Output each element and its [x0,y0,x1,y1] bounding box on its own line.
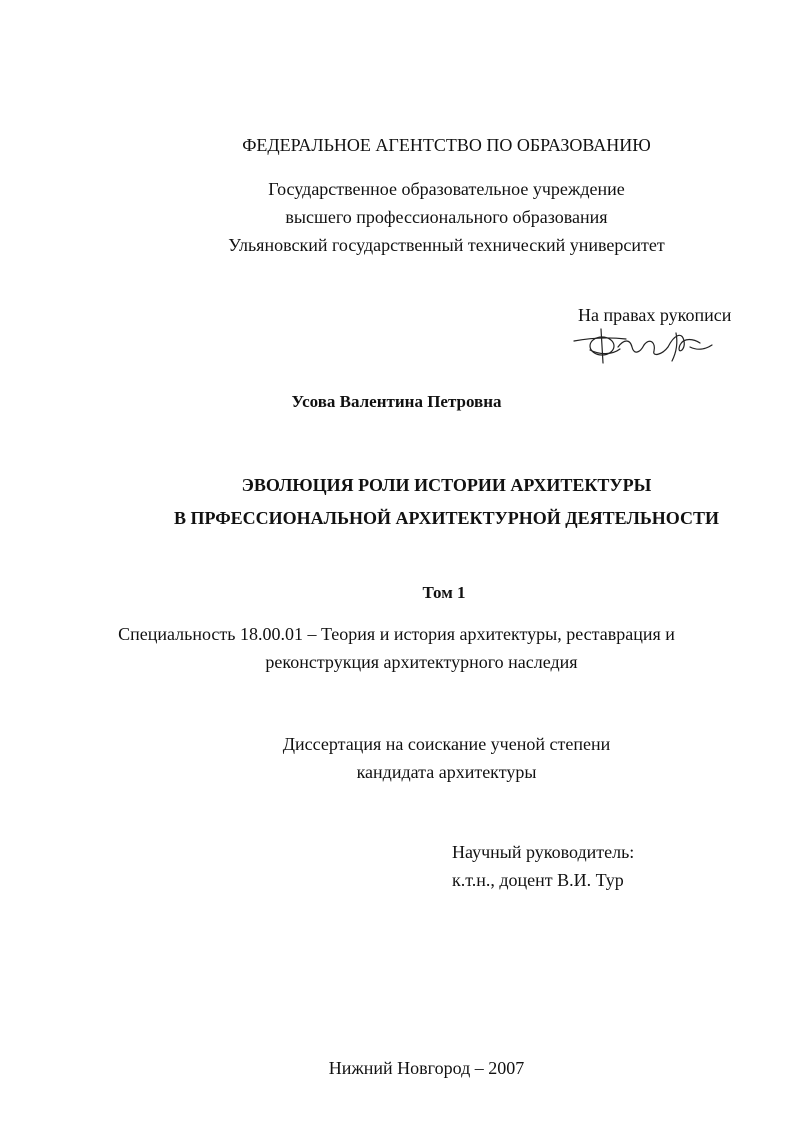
city-year: Нижний Новгород – 2007 [328,1058,525,1078]
rights-label: На правах рукописи [578,305,732,325]
title-line-2: В ПРФЕССИОНАЛЬНОЙ АРХИТЕКТУРНОЙ ДЕЯТЕЛЬНОСТИ [174,508,719,528]
agency-heading: ФЕДЕРАЛЬНОЕ АГЕНТСТВО ПО ОБРАЗОВАНИЮ [242,135,651,155]
specialty-line-1: Специальность 18.00.01 – Теория и история архитектуры, реставрация и [118,624,675,644]
supervisor-label: Научный руководитель: [452,842,635,862]
institution-line-1: Государственное образовательное учреждение [268,179,625,199]
title-line-1: ЭВОЛЮЦИЯ РОЛИ ИСТОРИИ АРХИТЕКТУРЫ [241,475,652,495]
author-name: Усова Валентина Петровна [291,392,502,411]
supervisor-name: к.т.н., доцент В.И. Тур [452,870,624,890]
handwritten-signature [570,325,720,367]
institution-line-3: Ульяновский государственный технический университет [228,235,665,255]
volume-label: Том 1 [422,583,466,602]
dissertation-line-1: Диссертация на соискание ученой степени [282,734,611,754]
specialty-line-2: реконструкция архитектурного наследия [265,652,578,672]
institution-line-2: высшего профессионального образования [285,207,608,227]
dissertation-line-2: кандидата архитектуры [356,762,537,782]
